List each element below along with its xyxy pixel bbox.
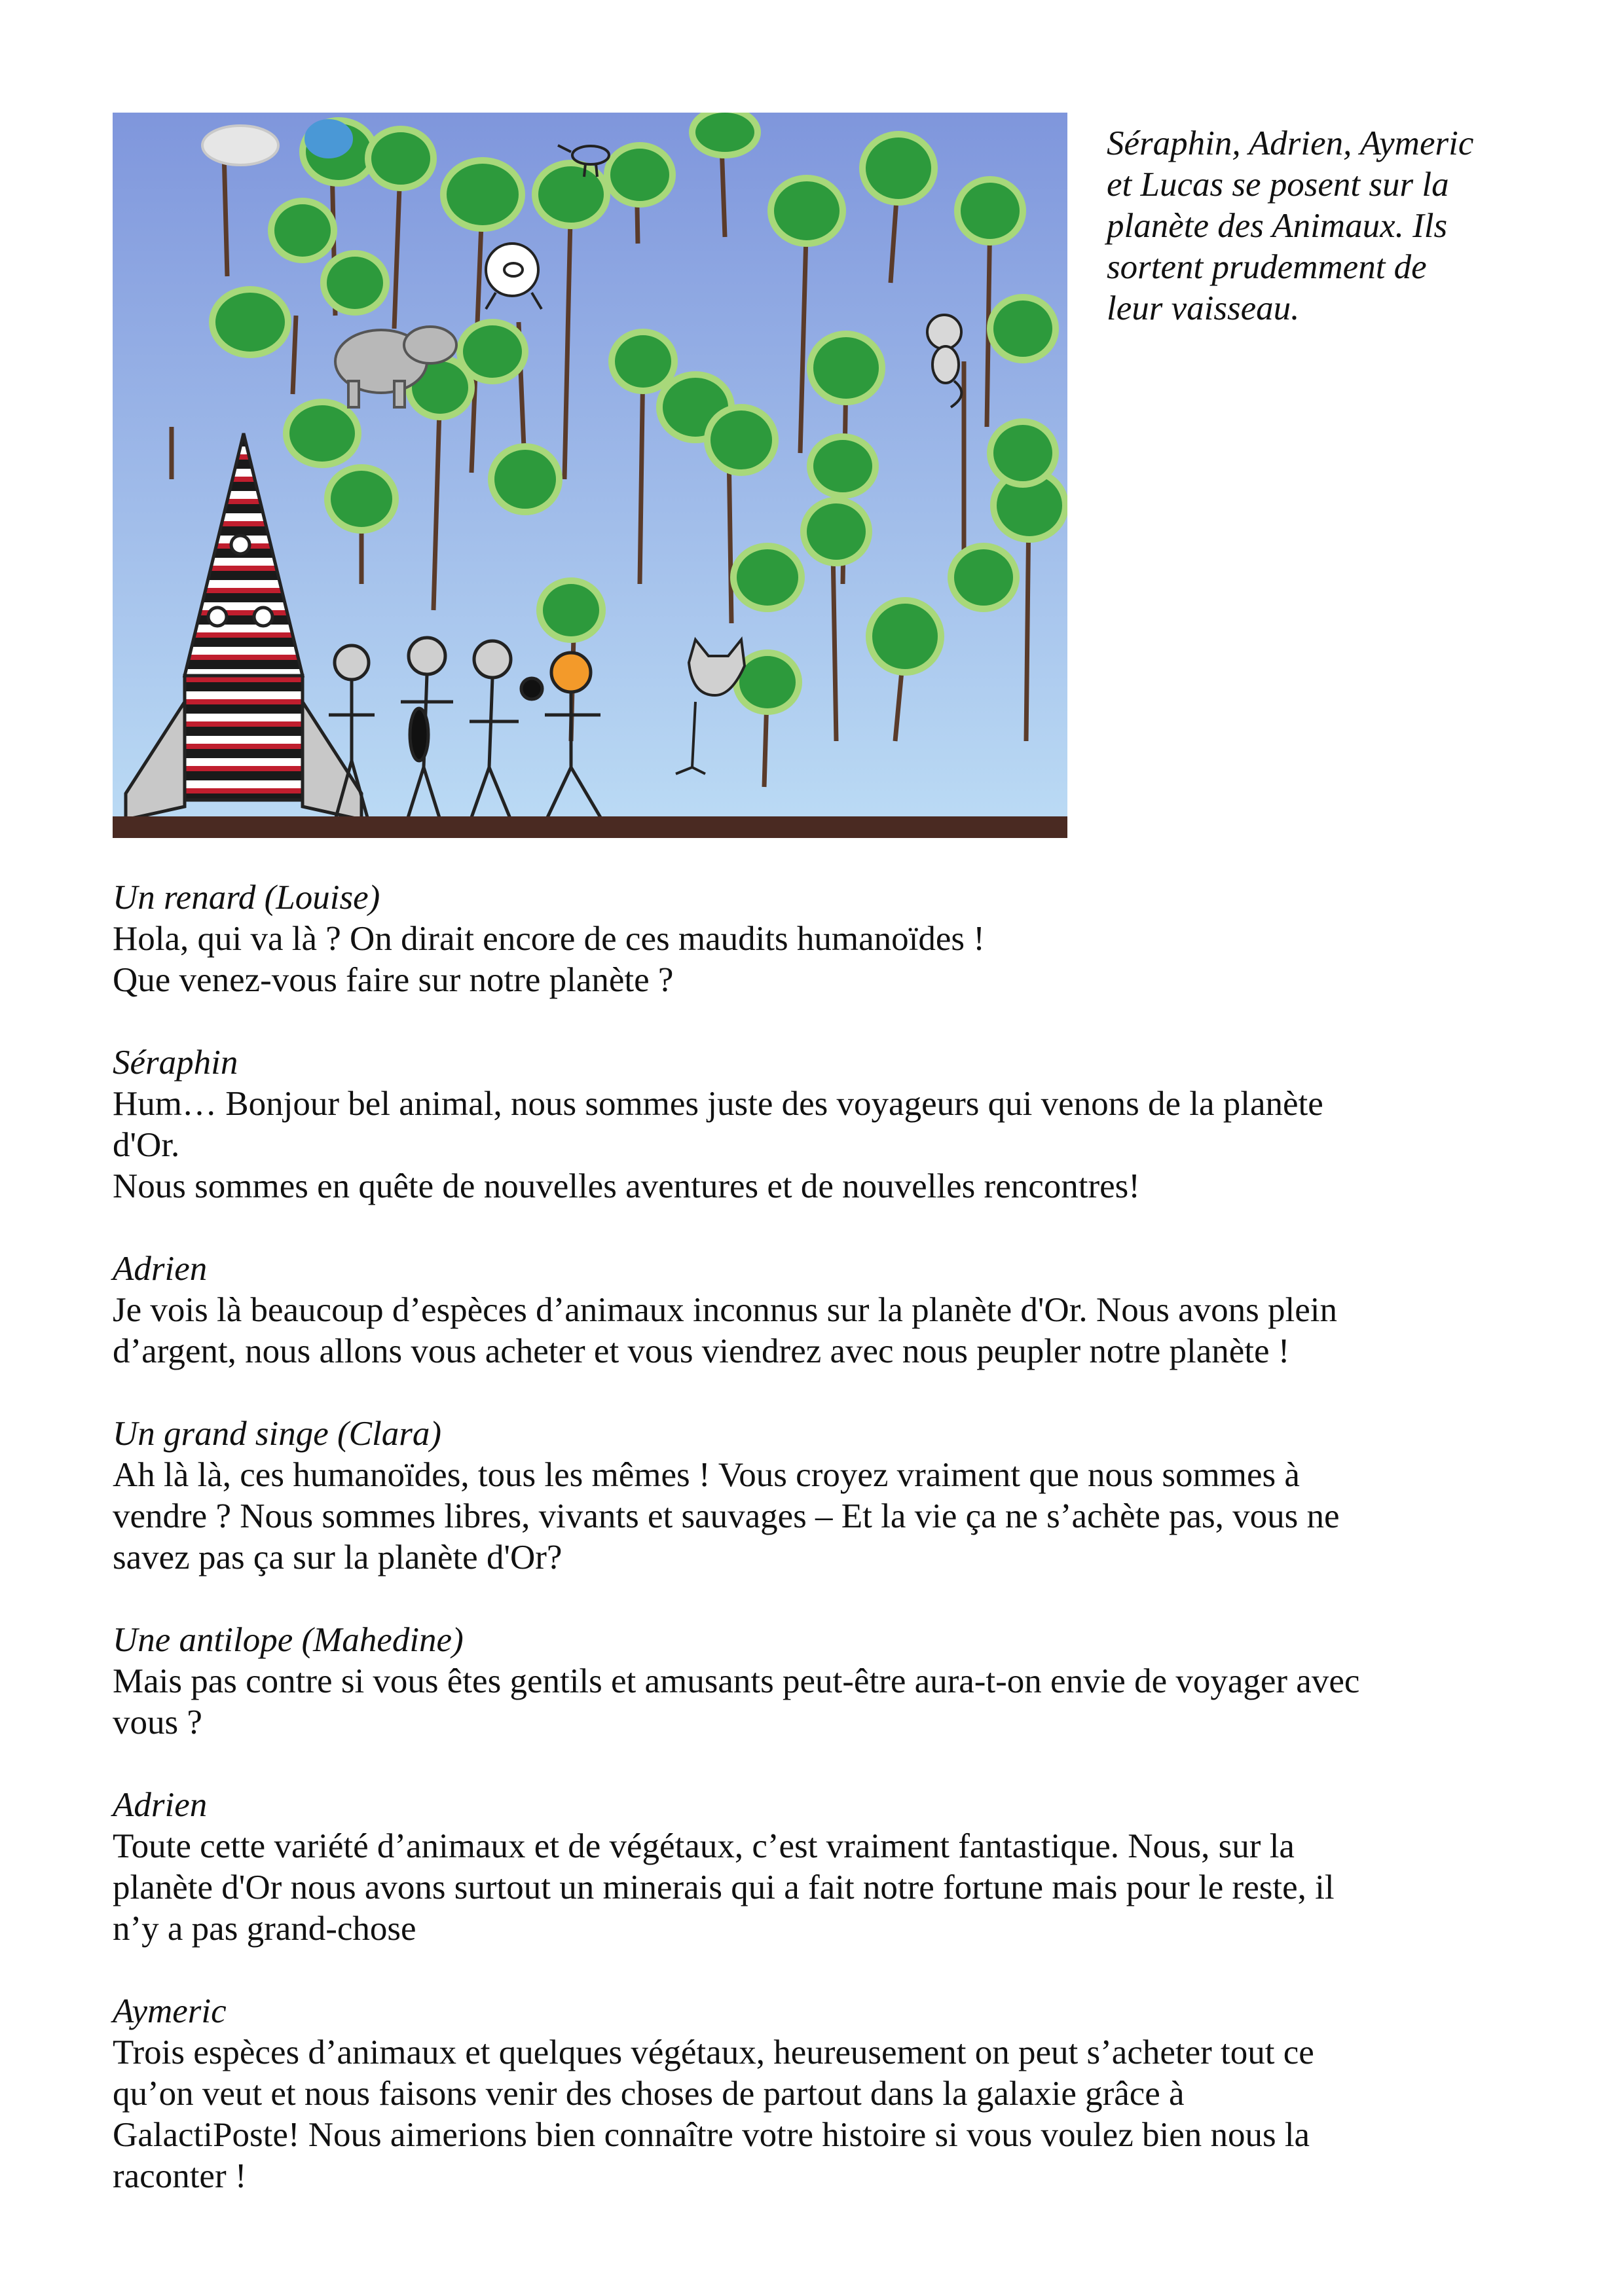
dialogue-line: Mais pas contre si vous êtes gentils et amusants peut-être aura-t-on envie de voyager avec [113, 1662, 1360, 1700]
dialogue-line: raconter ! [113, 2157, 247, 2195]
dialogue-line: d'Or. [113, 1126, 180, 1164]
dialogue-block [113, 1785, 1527, 1950]
dialogue-block [113, 1413, 1527, 1578]
dialogue-block [113, 1248, 1527, 1372]
dialogue-block [113, 1620, 1527, 1743]
caption-line: Séraphin, Adrien, Aymeric [1107, 124, 1474, 162]
caption-line: planète des Animaux. Ils [1107, 207, 1448, 245]
dialogue-line: d’argent, nous allons vous acheter et vous viendrez avec nous peupler notre planète ! [113, 1332, 1290, 1370]
illustration-drawing [113, 113, 1067, 838]
dialogue-line: GalactiPoste! Nous aimerions bien connaître votre histoire si vous voulez bien nous la [113, 2116, 1310, 2154]
dialogue-line: Que venez-vous faire sur notre planète ? [113, 961, 674, 999]
dialogue-block [113, 1042, 1527, 1207]
dialogue-block [113, 877, 1527, 1001]
speaker-name: Une antilope (Mahedine) [113, 1621, 464, 1659]
dialogue-line: Trois espèces d’animaux et quelques végétaux, heureusement on peut s’acheter tout ce [113, 2033, 1314, 2071]
dialogue-line: n’y a pas grand-chose [113, 1910, 416, 1948]
dialogue [113, 877, 1527, 2238]
dialogue-line: Ah là là, ces humanoïdes, tous les mêmes ! Vous croyez vraiment que nous sommes à [113, 1456, 1300, 1494]
dialogue-line: Nous sommes en quête de nouvelles aventures et de nouvelles rencontres! [113, 1167, 1140, 1205]
speaker-name: Adrien [113, 1250, 208, 1288]
caption-line: et Lucas se posent sur la [1107, 166, 1449, 204]
speaker-name: Un renard (Louise) [113, 879, 380, 917]
dialogue-line: Je vois là beaucoup d’espèces d’animaux inconnus sur la planète d'Or. Nous avons plein [113, 1291, 1337, 1329]
dialogue-line: Hum… Bonjour bel animal, nous sommes juste des voyageurs qui venons de la planète [113, 1085, 1323, 1123]
speaker-name: Aymeric [113, 1992, 227, 2030]
caption-line: leur vaisseau. [1107, 289, 1300, 327]
dialogue-line: qu’on veut et nous faisons venir des choses de partout dans la galaxie grâce à [113, 2075, 1185, 2113]
speaker-name: Adrien [113, 1786, 208, 1824]
dialogue-line: savez pas ça sur la planète d'Or? [113, 1539, 563, 1576]
dialogue-block [113, 1991, 1527, 2197]
dialogue-line: Toute cette variété d’animaux et de végétaux, c’est vraiment fantastique. Nous, sur la [113, 1827, 1295, 1865]
caption [1107, 123, 1539, 329]
caption-line: sortent prudemment de [1107, 248, 1427, 286]
speaker-name: Un grand singe (Clara) [113, 1415, 442, 1453]
dialogue-line: vendre ? Nous sommes libres, vivants et sauvages – Et la vie ça ne s’achète pas, vous ne [113, 1497, 1340, 1535]
dialogue-line: planète d'Or nous avons surtout un minerais qui a fait notre fortune mais pour le reste, il [113, 1868, 1335, 1906]
dialogue-line: vous ? [113, 1704, 202, 1741]
ground [113, 816, 1067, 838]
dialogue-line: Hola, qui va là ? On dirait encore de ces maudits humanoïdes ! [113, 920, 985, 958]
speaker-name: Séraphin [113, 1044, 238, 1082]
